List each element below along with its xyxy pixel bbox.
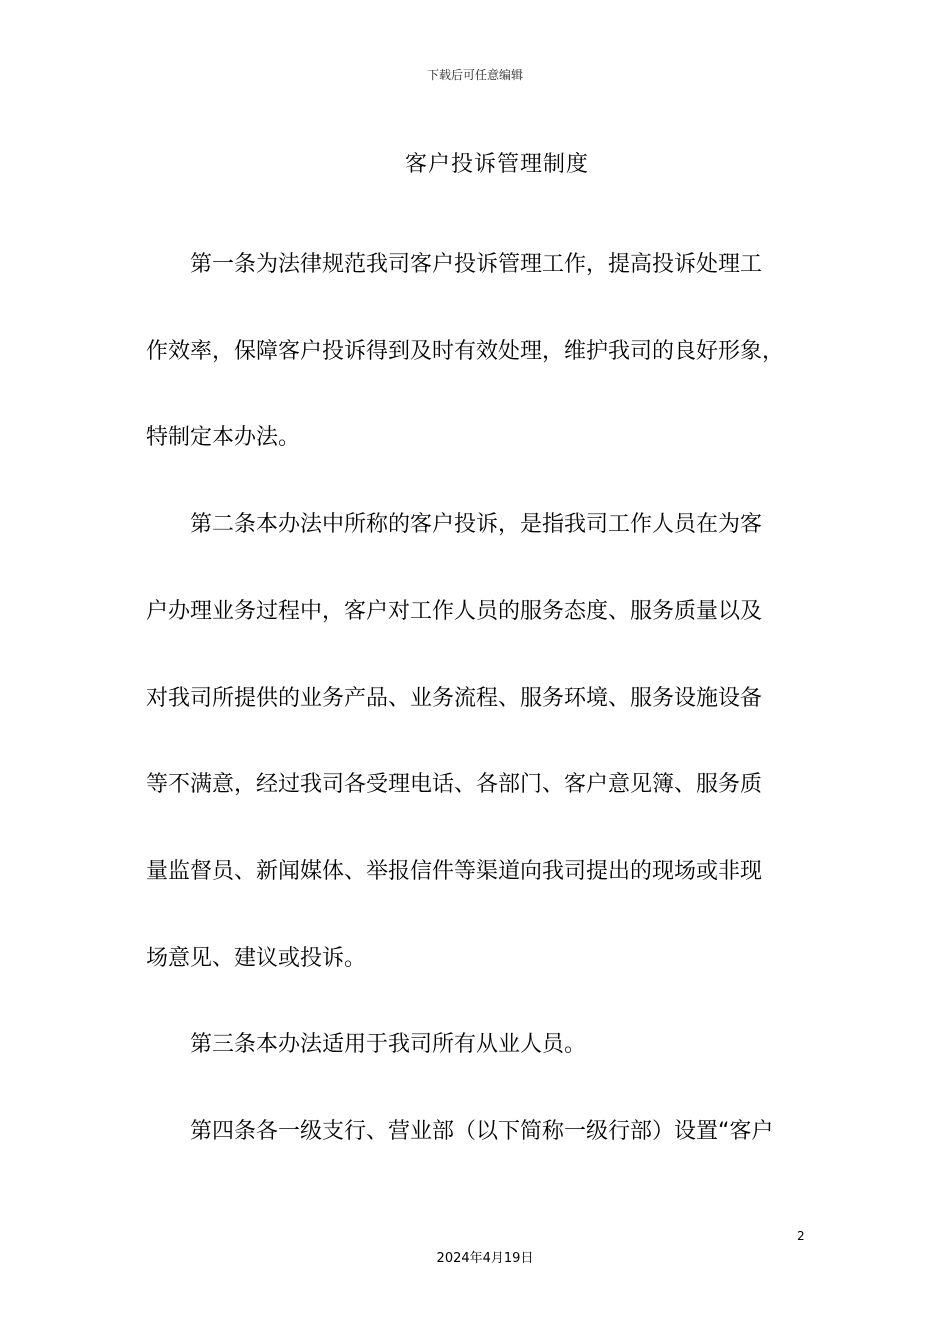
page-number: 2 [797,1229,805,1243]
header-note: 下载后可任意编辑 [426,68,523,82]
paragraph-article-1: 第一条为法律规范我司客户投诉管理工作，提高投诉处理工 作效率，保障客户投诉得到及时有效处理，维护我司的良好形象， 特制定本办法。 [146,252,785,451]
paragraph-article-2: 第二条本办法中所称的客户投诉，是指我司工作人员在为客 户办理业务过程中，客户对工作人员的服务态度、服务质量以及 对我司所提供的业务产品、业务流程、服务环境、服务设施设备 等不满意，经过我司各受理电话、各部门、客户意见簿、服务质 量监督员、新闻媒体、举报信件等渠道向我司提出的现场或非现 场意见、建议或投诉。 [146,512,763,971]
paragraph-article-4: 第四条各一级支行、营业部（以下简称一级行部）设置“客户 [190,1119,774,1145]
footer-date: 2024年4月19日 [436,1251,534,1266]
paragraph-article-3: 第三条本办法适用于我司所有从业人员。 [190,1032,587,1058]
document-body [146,222,810,1176]
document-title: 客户投诉管理制度 [404,152,589,177]
